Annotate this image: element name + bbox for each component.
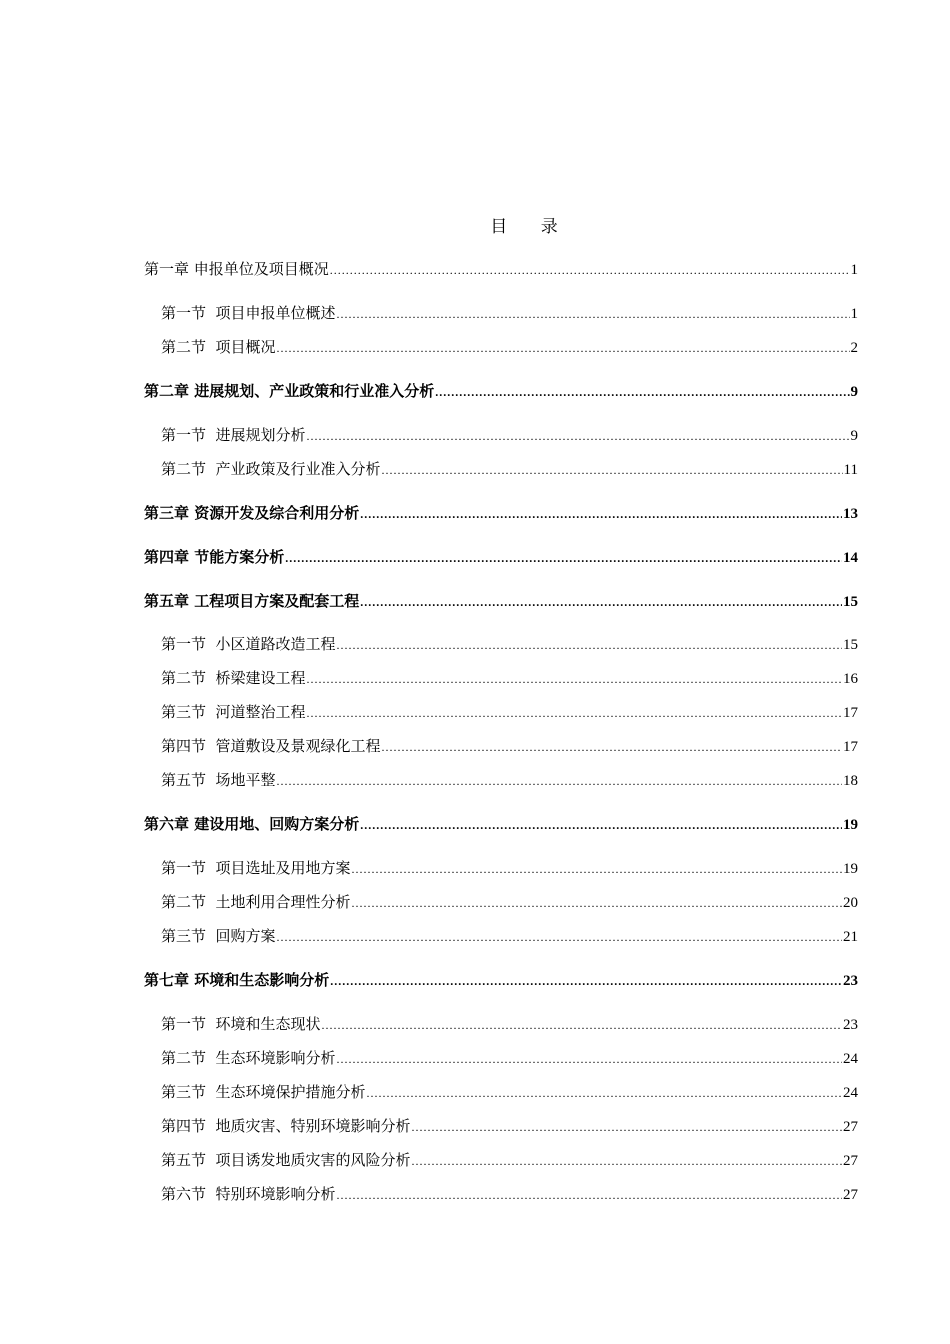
toc-entry-label: 第二章 进展规划、产业政策和行业准入分析 — [144, 382, 435, 400]
toc-entry-11[interactable] — [161, 667, 858, 689]
toc-entry-label: 第五节 项目诱发地质灾害的风险分析 — [161, 1151, 411, 1169]
toc-entry-label: 第四节 地质灾害、特别环境影响分析 — [161, 1117, 411, 1135]
toc-entry-24[interactable] — [161, 1149, 858, 1171]
toc-entry-8[interactable] — [144, 546, 858, 568]
toc-page-number: 14 — [843, 550, 858, 566]
toc-page-number: 27 — [843, 1153, 858, 1169]
leader-dots — [352, 858, 842, 880]
leader-dots — [412, 1150, 842, 1172]
toc-page-number: 13 — [843, 506, 858, 522]
toc-entry-label: 第二节 桥梁建设工程 — [161, 669, 306, 687]
toc-entry-label: 第二节 土地利用合理性分析 — [161, 893, 351, 911]
toc-page-number: 21 — [843, 929, 858, 945]
leader-dots — [337, 1048, 842, 1070]
leader-dots — [307, 425, 850, 447]
toc-entry-3[interactable] — [161, 336, 858, 358]
toc-entry-label: 第七章 环境和生态影响分析 — [144, 971, 330, 989]
leader-dots — [367, 1082, 842, 1104]
leader-dots — [277, 926, 842, 948]
toc-page-number: 27 — [843, 1119, 858, 1135]
toc-page-number: 16 — [843, 671, 858, 687]
leader-dots — [360, 814, 842, 836]
leader-dots — [435, 381, 849, 403]
toc-page-number: 24 — [843, 1085, 858, 1101]
leader-dots — [382, 736, 842, 758]
toc-page-number: 17 — [843, 705, 858, 721]
toc-page-number: 18 — [843, 773, 858, 789]
toc-entry-label: 第一章 申报单位及项目概况 — [144, 260, 329, 278]
leader-dots — [352, 892, 842, 914]
toc-entry-16[interactable] — [161, 857, 858, 879]
toc-entry-21[interactable] — [161, 1047, 858, 1069]
toc-entry-label: 第二节 产业政策及行业准入分析 — [161, 460, 381, 478]
toc-page-number: 15 — [843, 594, 858, 610]
toc-entry-13[interactable] — [161, 735, 858, 757]
toc-entry-label: 第六节 特别环境影响分析 — [161, 1185, 336, 1203]
toc-page-number: 1 — [850, 262, 858, 278]
toc-page-number: 19 — [843, 817, 858, 833]
toc-entry-label: 第二节 生态环境影响分析 — [161, 1049, 336, 1067]
toc-entry-label: 第五节 场地平整 — [161, 771, 276, 789]
leader-dots — [337, 303, 850, 325]
toc-entry-14[interactable] — [161, 769, 858, 791]
toc-entry-19[interactable] — [144, 969, 858, 991]
leader-dots — [330, 970, 842, 992]
toc-entry-5[interactable] — [161, 424, 858, 446]
leader-dots — [307, 668, 842, 690]
toc-entry-label: 第三节 生态环境保护措施分析 — [161, 1083, 366, 1101]
toc-entry-label: 第六章 建设用地、回购方案分析 — [144, 815, 360, 833]
toc-entry-label: 第四节 管道敷设及景观绿化工程 — [161, 737, 381, 755]
toc-page-number: 20 — [843, 895, 858, 911]
toc-page-number: 9 — [850, 384, 858, 400]
toc-entry-label: 第一节 进展规划分析 — [161, 426, 306, 444]
toc-entry-6[interactable] — [161, 458, 858, 480]
toc-page-number: 11 — [843, 462, 858, 478]
toc-entry-label: 第一节 环境和生态现状 — [161, 1015, 321, 1033]
toc-entry-label: 第一节 小区道路改造工程 — [161, 635, 336, 653]
toc-entry-10[interactable] — [161, 633, 858, 655]
leader-dots — [307, 702, 842, 724]
toc-entry-25[interactable] — [161, 1183, 858, 1205]
toc-entry-12[interactable] — [161, 701, 858, 723]
toc-page-number: 9 — [850, 428, 858, 444]
toc-page-number: 2 — [850, 340, 858, 356]
leader-dots — [322, 1014, 842, 1036]
toc-page-number: 17 — [843, 739, 858, 755]
leader-dots — [382, 459, 843, 481]
toc-entry-1[interactable] — [144, 258, 858, 280]
leader-dots — [360, 591, 842, 613]
toc-entry-23[interactable] — [161, 1115, 858, 1137]
toc-entry-label: 第三节 河道整治工程 — [161, 703, 306, 721]
toc-entry-18[interactable] — [161, 925, 858, 947]
toc-entry-17[interactable] — [161, 891, 858, 913]
leader-dots — [337, 634, 842, 656]
toc-entry-label: 第三节 回购方案 — [161, 927, 276, 945]
toc-entry-9[interactable] — [144, 590, 858, 612]
leader-dots — [277, 770, 842, 792]
toc-entry-2[interactable] — [161, 302, 858, 324]
leader-dots — [360, 503, 842, 525]
toc-entry-label: 第一节 项目申报单位概述 — [161, 304, 336, 322]
leader-dots — [412, 1116, 842, 1138]
toc-page-number: 15 — [843, 637, 858, 653]
toc-page-number: 27 — [843, 1187, 858, 1203]
leader-dots — [285, 547, 842, 569]
toc-entry-label: 第四章 节能方案分析 — [144, 548, 285, 566]
toc-page-number: 19 — [843, 861, 858, 877]
toc-entry-label: 第三章 资源开发及综合利用分析 — [144, 504, 360, 522]
toc-page-number: 23 — [843, 1017, 858, 1033]
toc-entry-label: 第二节 项目概况 — [161, 338, 276, 356]
toc-entry-label: 第一节 项目选址及用地方案 — [161, 859, 351, 877]
toc-entry-4[interactable] — [144, 380, 858, 402]
leader-dots — [277, 337, 850, 359]
toc-entry-22[interactable] — [161, 1081, 858, 1103]
toc-entry-20[interactable] — [161, 1013, 858, 1035]
toc-page-number: 23 — [843, 973, 858, 989]
toc-entry-15[interactable] — [144, 813, 858, 835]
toc-page-number: 24 — [843, 1051, 858, 1067]
leader-dots — [330, 259, 850, 281]
toc-page-number: 1 — [850, 306, 858, 322]
leader-dots — [337, 1184, 842, 1206]
toc-entry-7[interactable] — [144, 502, 858, 524]
toc-title: 目 录 — [490, 217, 572, 237]
toc-entry-label: 第五章 工程项目方案及配套工程 — [144, 592, 360, 610]
